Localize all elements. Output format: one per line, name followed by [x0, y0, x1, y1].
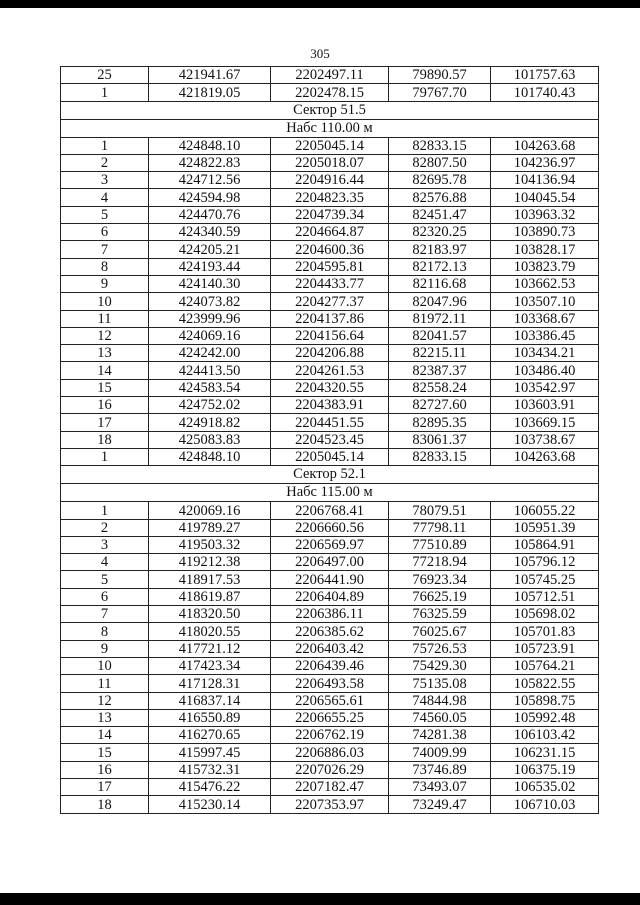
- coord-x-cell: 421819.05: [149, 84, 271, 101]
- local-x-cell: 82183.97: [389, 241, 491, 258]
- point-number-cell: 8: [61, 258, 149, 275]
- coord-y-cell: 2204600.36: [271, 241, 389, 258]
- local-x-cell: 74009.99: [389, 744, 491, 761]
- table-row: [61, 675, 599, 692]
- point-number-cell: 1: [61, 137, 149, 154]
- table-row: [61, 224, 599, 241]
- table-row: [61, 606, 599, 623]
- local-y-cell: 103603.91: [491, 397, 599, 414]
- local-x-cell: 79767.70: [389, 84, 491, 101]
- point-number-cell: 4: [61, 189, 149, 206]
- coord-x-cell: 424752.02: [149, 397, 271, 414]
- coord-y-cell: 2206768.41: [271, 502, 389, 519]
- local-x-cell: 83061.37: [389, 431, 491, 448]
- table-row: [61, 502, 599, 519]
- table-row: [61, 172, 599, 189]
- table-row: [61, 640, 599, 657]
- coord-y-cell: 2206655.25: [271, 709, 389, 726]
- local-x-cell: 75726.53: [389, 640, 491, 657]
- local-y-cell: 105951.39: [491, 519, 599, 536]
- table-row: [61, 692, 599, 709]
- coord-y-cell: 2206762.19: [271, 727, 389, 744]
- table-row: [61, 744, 599, 761]
- coord-x-cell: 417128.31: [149, 675, 271, 692]
- table-row: [61, 536, 599, 553]
- local-y-cell: 103434.21: [491, 345, 599, 362]
- point-number-cell: 10: [61, 657, 149, 674]
- local-x-cell: 82451.47: [389, 206, 491, 223]
- sector-height-row: [61, 119, 599, 137]
- local-y-cell: 103542.97: [491, 379, 599, 396]
- point-number-cell: 1: [61, 502, 149, 519]
- local-x-cell: 73746.89: [389, 761, 491, 778]
- coord-y-cell: 2204433.77: [271, 275, 389, 292]
- coord-y-cell: 2207026.29: [271, 761, 389, 778]
- local-x-cell: 82172.13: [389, 258, 491, 275]
- local-x-cell: 76923.34: [389, 571, 491, 588]
- point-number-cell: 11: [61, 310, 149, 327]
- table-row: [61, 258, 599, 275]
- coord-y-cell: 2205018.07: [271, 154, 389, 171]
- local-y-cell: 104136.94: [491, 172, 599, 189]
- point-number-cell: 18: [61, 796, 149, 813]
- coord-x-cell: 424470.76: [149, 206, 271, 223]
- table-row: [61, 241, 599, 258]
- table-row: [61, 327, 599, 344]
- coord-x-cell: 424918.82: [149, 414, 271, 431]
- coord-y-cell: 2206565.61: [271, 692, 389, 709]
- table-row: [61, 623, 599, 640]
- coord-y-cell: 2202497.11: [271, 67, 389, 84]
- local-y-cell: 104236.97: [491, 154, 599, 171]
- point-number-cell: 6: [61, 588, 149, 605]
- coord-y-cell: 2204595.81: [271, 258, 389, 275]
- table-row: [61, 796, 599, 813]
- table-row: [61, 727, 599, 744]
- table-row: [61, 448, 599, 465]
- local-y-cell: 103507.10: [491, 293, 599, 310]
- sector-height: Набс 110.00 м: [61, 119, 599, 137]
- point-number-cell: 10: [61, 293, 149, 310]
- coord-y-cell: 2204383.91: [271, 397, 389, 414]
- local-y-cell: 101757.63: [491, 67, 599, 84]
- coord-x-cell: 418020.55: [149, 623, 271, 640]
- local-y-cell: 103738.67: [491, 431, 599, 448]
- table-row: [61, 206, 599, 223]
- coord-y-cell: 2204320.55: [271, 379, 389, 396]
- local-y-cell: 105992.48: [491, 709, 599, 726]
- coord-x-cell: 416837.14: [149, 692, 271, 709]
- coord-x-cell: 417721.12: [149, 640, 271, 657]
- point-number-cell: 16: [61, 761, 149, 778]
- local-y-cell: 103828.17: [491, 241, 599, 258]
- table-row: [61, 554, 599, 571]
- coord-y-cell: 2204137.86: [271, 310, 389, 327]
- point-number-cell: 1: [61, 448, 149, 465]
- local-x-cell: 76325.59: [389, 606, 491, 623]
- coord-x-cell: 418320.50: [149, 606, 271, 623]
- table-row: [61, 414, 599, 431]
- local-x-cell: 74844.98: [389, 692, 491, 709]
- local-y-cell: 105723.91: [491, 640, 599, 657]
- point-number-cell: 16: [61, 397, 149, 414]
- coord-x-cell: 424073.82: [149, 293, 271, 310]
- point-number-cell: 14: [61, 727, 149, 744]
- table-row: [61, 761, 599, 778]
- table-row: [61, 137, 599, 154]
- point-number-cell: 11: [61, 675, 149, 692]
- point-number-cell: 13: [61, 709, 149, 726]
- coord-x-cell: 424848.10: [149, 137, 271, 154]
- point-number-cell: 2: [61, 154, 149, 171]
- table-row: [61, 379, 599, 396]
- coord-x-cell: 419789.27: [149, 519, 271, 536]
- local-x-cell: 82576.88: [389, 189, 491, 206]
- coord-x-cell: 415997.45: [149, 744, 271, 761]
- coord-y-cell: 2206660.56: [271, 519, 389, 536]
- local-y-cell: 106055.22: [491, 502, 599, 519]
- coord-x-cell: 424340.59: [149, 224, 271, 241]
- table-row: [61, 310, 599, 327]
- sector-title-row: [61, 466, 599, 484]
- table-row: [61, 571, 599, 588]
- coord-y-cell: 2204277.37: [271, 293, 389, 310]
- point-number-cell: 17: [61, 778, 149, 795]
- point-number-cell: 1: [61, 84, 149, 101]
- table-row: [61, 154, 599, 171]
- local-x-cell: 82833.15: [389, 137, 491, 154]
- point-number-cell: 18: [61, 431, 149, 448]
- local-y-cell: 103486.40: [491, 362, 599, 379]
- local-x-cell: 74281.38: [389, 727, 491, 744]
- sector-title: Сектор 52.1: [61, 466, 599, 484]
- local-x-cell: 77510.89: [389, 536, 491, 553]
- coord-x-cell: 416550.89: [149, 709, 271, 726]
- coord-x-cell: 423999.96: [149, 310, 271, 327]
- coord-x-cell: 418917.53: [149, 571, 271, 588]
- coord-y-cell: 2206386.11: [271, 606, 389, 623]
- table-row: [61, 778, 599, 795]
- table-row: [61, 293, 599, 310]
- coord-x-cell: 424822.83: [149, 154, 271, 171]
- coord-x-cell: 424594.98: [149, 189, 271, 206]
- local-x-cell: 82807.50: [389, 154, 491, 171]
- sector-title: Сектор 51.5: [61, 101, 599, 119]
- coord-x-cell: 420069.16: [149, 502, 271, 519]
- point-number-cell: 9: [61, 275, 149, 292]
- local-y-cell: 104263.68: [491, 137, 599, 154]
- local-x-cell: 73249.47: [389, 796, 491, 813]
- coord-x-cell: 424712.56: [149, 172, 271, 189]
- local-x-cell: 76625.19: [389, 588, 491, 605]
- local-x-cell: 82116.68: [389, 275, 491, 292]
- page-number: 305: [310, 46, 330, 61]
- point-number-cell: 25: [61, 67, 149, 84]
- table-row: [61, 345, 599, 362]
- coord-x-cell: 418619.87: [149, 588, 271, 605]
- scan-bottom-edge: [0, 893, 640, 905]
- table-row: [61, 362, 599, 379]
- coord-x-cell: 415732.31: [149, 761, 271, 778]
- coord-x-cell: 417423.34: [149, 657, 271, 674]
- coord-x-cell: 424069.16: [149, 327, 271, 344]
- point-number-cell: 14: [61, 362, 149, 379]
- local-x-cell: 82558.24: [389, 379, 491, 396]
- local-y-cell: 105796.12: [491, 554, 599, 571]
- local-x-cell: 81972.11: [389, 310, 491, 327]
- local-y-cell: 105698.02: [491, 606, 599, 623]
- coord-y-cell: 2206439.46: [271, 657, 389, 674]
- local-y-cell: 103823.79: [491, 258, 599, 275]
- coord-x-cell: 424193.44: [149, 258, 271, 275]
- coord-y-cell: 2206497.00: [271, 554, 389, 571]
- local-x-cell: 77218.94: [389, 554, 491, 571]
- point-number-cell: 2: [61, 519, 149, 536]
- coord-x-cell: 424242.00: [149, 345, 271, 362]
- coord-y-cell: 2204156.64: [271, 327, 389, 344]
- local-x-cell: 82695.78: [389, 172, 491, 189]
- coord-y-cell: 2204206.88: [271, 345, 389, 362]
- sector-height: Набс 115.00 м: [61, 484, 599, 502]
- local-x-cell: 82215.11: [389, 345, 491, 362]
- sector-height-row: [61, 484, 599, 502]
- point-number-cell: 5: [61, 571, 149, 588]
- point-number-cell: 12: [61, 327, 149, 344]
- local-y-cell: 103662.53: [491, 275, 599, 292]
- local-x-cell: 75135.08: [389, 675, 491, 692]
- coord-x-cell: 419212.38: [149, 554, 271, 571]
- coordinates-table-container: [60, 66, 598, 814]
- coord-y-cell: 2206385.62: [271, 623, 389, 640]
- local-x-cell: 78079.51: [389, 502, 491, 519]
- coord-y-cell: 2204823.35: [271, 189, 389, 206]
- coord-x-cell: 416270.65: [149, 727, 271, 744]
- local-y-cell: 101740.43: [491, 84, 599, 101]
- local-y-cell: 104045.54: [491, 189, 599, 206]
- local-y-cell: 106103.42: [491, 727, 599, 744]
- coord-y-cell: 2207182.47: [271, 778, 389, 795]
- local-x-cell: 77798.11: [389, 519, 491, 536]
- local-y-cell: 106231.15: [491, 744, 599, 761]
- local-y-cell: 106375.19: [491, 761, 599, 778]
- coord-x-cell: 424848.10: [149, 448, 271, 465]
- local-x-cell: 82047.96: [389, 293, 491, 310]
- local-y-cell: 106535.02: [491, 778, 599, 795]
- coord-x-cell: 424140.30: [149, 275, 271, 292]
- local-y-cell: 106710.03: [491, 796, 599, 813]
- local-y-cell: 103890.73: [491, 224, 599, 241]
- local-x-cell: 79890.57: [389, 67, 491, 84]
- coord-y-cell: 2206886.03: [271, 744, 389, 761]
- local-y-cell: 104263.68: [491, 448, 599, 465]
- coord-y-cell: 2206403.42: [271, 640, 389, 657]
- table-row: [61, 275, 599, 292]
- coord-y-cell: 2206441.90: [271, 571, 389, 588]
- local-y-cell: 105745.25: [491, 571, 599, 588]
- local-y-cell: 105822.55: [491, 675, 599, 692]
- local-x-cell: 73493.07: [389, 778, 491, 795]
- point-number-cell: 15: [61, 379, 149, 396]
- local-x-cell: 75429.30: [389, 657, 491, 674]
- coord-y-cell: 2204523.45: [271, 431, 389, 448]
- point-number-cell: 15: [61, 744, 149, 761]
- point-number-cell: 12: [61, 692, 149, 709]
- local-y-cell: 105701.83: [491, 623, 599, 640]
- local-x-cell: 82387.37: [389, 362, 491, 379]
- point-number-cell: 4: [61, 554, 149, 571]
- coord-y-cell: 2205045.14: [271, 137, 389, 154]
- coord-x-cell: 424583.54: [149, 379, 271, 396]
- local-x-cell: 82041.57: [389, 327, 491, 344]
- local-y-cell: 105898.75: [491, 692, 599, 709]
- point-number-cell: 7: [61, 241, 149, 258]
- coord-y-cell: 2204739.34: [271, 206, 389, 223]
- coord-y-cell: 2204916.44: [271, 172, 389, 189]
- coord-y-cell: 2207353.97: [271, 796, 389, 813]
- local-x-cell: 82833.15: [389, 448, 491, 465]
- coord-x-cell: 424205.21: [149, 241, 271, 258]
- table-row: [61, 519, 599, 536]
- coord-y-cell: 2206404.89: [271, 588, 389, 605]
- point-number-cell: 3: [61, 536, 149, 553]
- coord-y-cell: 2204451.55: [271, 414, 389, 431]
- local-x-cell: 74560.05: [389, 709, 491, 726]
- coord-y-cell: 2202478.15: [271, 84, 389, 101]
- table-row: [61, 189, 599, 206]
- point-number-cell: 7: [61, 606, 149, 623]
- table-row: [61, 84, 599, 101]
- local-y-cell: 103368.67: [491, 310, 599, 327]
- coord-x-cell: 421941.67: [149, 67, 271, 84]
- local-y-cell: 105864.91: [491, 536, 599, 553]
- coord-x-cell: 415230.14: [149, 796, 271, 813]
- coord-y-cell: 2206493.58: [271, 675, 389, 692]
- point-number-cell: 9: [61, 640, 149, 657]
- coord-y-cell: 2205045.14: [271, 448, 389, 465]
- point-number-cell: 5: [61, 206, 149, 223]
- point-number-cell: 6: [61, 224, 149, 241]
- point-number-cell: 3: [61, 172, 149, 189]
- coord-x-cell: 425083.83: [149, 431, 271, 448]
- scan-top-edge: [0, 0, 640, 8]
- point-number-cell: 8: [61, 623, 149, 640]
- local-x-cell: 82727.60: [389, 397, 491, 414]
- coord-y-cell: 2204261.53: [271, 362, 389, 379]
- coord-y-cell: 2206569.97: [271, 536, 389, 553]
- table-row: [61, 397, 599, 414]
- local-y-cell: 103963.32: [491, 206, 599, 223]
- local-y-cell: 105712.51: [491, 588, 599, 605]
- point-number-cell: 17: [61, 414, 149, 431]
- local-x-cell: 76025.67: [389, 623, 491, 640]
- local-x-cell: 82895.35: [389, 414, 491, 431]
- table-row: [61, 657, 599, 674]
- coord-x-cell: 419503.32: [149, 536, 271, 553]
- coord-x-cell: 424413.50: [149, 362, 271, 379]
- table-row: [61, 588, 599, 605]
- local-y-cell: 103386.45: [491, 327, 599, 344]
- local-x-cell: 82320.25: [389, 224, 491, 241]
- table-row: [61, 709, 599, 726]
- point-number-cell: 13: [61, 345, 149, 362]
- coord-x-cell: 415476.22: [149, 778, 271, 795]
- local-y-cell: 105764.21: [491, 657, 599, 674]
- table-row: [61, 431, 599, 448]
- local-y-cell: 103669.15: [491, 414, 599, 431]
- coordinates-table: [60, 66, 599, 814]
- coord-y-cell: 2204664.87: [271, 224, 389, 241]
- table-row: [61, 67, 599, 84]
- sector-title-row: [61, 101, 599, 119]
